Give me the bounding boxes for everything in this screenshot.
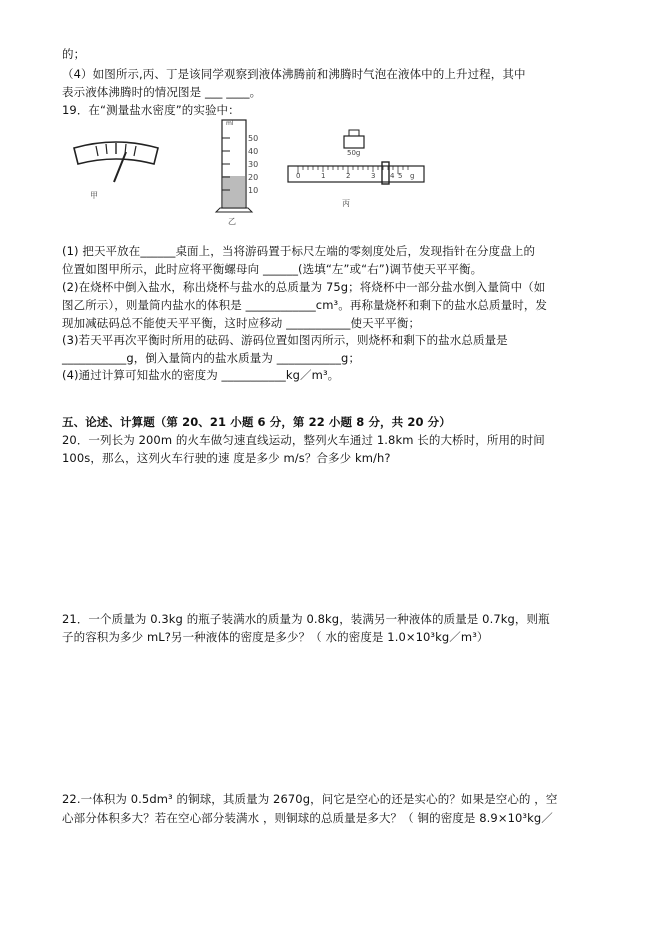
ruler-unit: g [410,172,415,180]
text-line-1: 的； [62,47,86,61]
figure-yi-cylinder [208,118,268,230]
q20-line1: 20．一列长为 200m 的火车做匀速直线运动，整列火车通过 1.8km 长的大桥时，所用的时间 [62,433,545,447]
ruler-tick-1: 1 [321,172,326,180]
figure-yi-label: 乙 [228,217,236,226]
cylinder-tick-10: 10 [248,186,259,195]
weight-label: 50g [347,149,361,157]
q21-line1: 21．一个质量为 0.3kg 的瓶子装满水的质量为 0.8kg，装满另一种液体的质量是 0.7kg，则瓶 [62,612,550,626]
ruler-tick-2: 2 [346,172,351,180]
figure-bing-label: 丙 [342,199,350,208]
q22-line1: 22.一体积为 0.5dm³ 的铜球，其质量为 2670g，问它是空心的还是实心的？如果是空心的 ，空 [62,792,558,806]
cylinder-tick-40: 40 [248,147,259,156]
ruler-tick-0: 0 [296,172,301,180]
q19-part2-line2: 图乙所示），则量筒内盐水的体积是 ____________cm³。再称量烧杯和剩下的盐水总质量时，发 [62,298,548,312]
ruler-tick-5: 5 [398,172,403,180]
text-line-2: （4）如图所示,丙、丁是该同学观察到液体沸腾前和沸腾时气泡在液体中的上升过程，其中 [62,67,526,81]
cylinder-tick-30: 30 [248,160,259,169]
cylinder-unit: ml [226,120,234,127]
q21-line2: 子的容积为多少 mL?另一种液体的密度是多少？（ 水的密度是 1.0×10³kg／m³） [62,630,489,644]
text-line-3: 表示液体沸腾时的情况图是 ___ ____。 [62,85,262,99]
cylinder-tick-50: 50 [248,134,259,143]
cylinder-tick-20: 20 [248,173,259,182]
figure-bing-scale [286,128,426,214]
figure-jia-label: 甲 [90,191,98,200]
q19-part1-line2: 位置如图甲所示，此时应将平衡螺母向 ______(选填“左”或“右”)调节使天平平衡。 [62,262,483,276]
q19-part3-line1: (3)若天平再次平衡时所用的砝码、游码位置如图丙所示，则烧杯和剩下的盐水总质量是 [62,333,508,347]
q19-part2-line1: (2)在烧杯中倒入盐水，称出烧杯与盐水的总质量为 75g；将烧杯中一部分盐水倒入量筒中（如 [62,280,546,294]
section-five-heading: 五、论述、计算题（第 20、21 小题 6 分，第 22 小题 8 分，共 20 分） [62,415,451,429]
ruler-tick-4: 4 [390,172,395,180]
q19-part2-line3: 现加减砝码总不能使天平平衡，这时应移动 ___________使天平平衡； [62,316,421,330]
q19-part3-line2: ___________g，倒入量筒内的盐水质量为 ___________g； [62,351,361,365]
q22-line2: 心部分体积多大？若在空心部分装满水 ，则铜球的总质量是多大？（ 铜的密度是 8.9×10³kg／ [62,811,553,825]
question-19-title: 19．在“测量盐水密度”的实验中： [62,103,240,117]
q19-part1-line1: (1) 把天平放在______桌面上，当将游码置于标尺左端的零刻度处后，发现指针在分度盘上的 [62,244,536,258]
figure-jia-dial [66,132,166,212]
q20-line2: 100s，那么，这列火车行驶的速 度是多少 m/s？合多少 km/h? [62,451,391,465]
q19-part4: (4)通过计算可知盐水的密度为 ___________kg／m³。 [62,368,340,382]
ruler-tick-3: 3 [371,172,376,180]
